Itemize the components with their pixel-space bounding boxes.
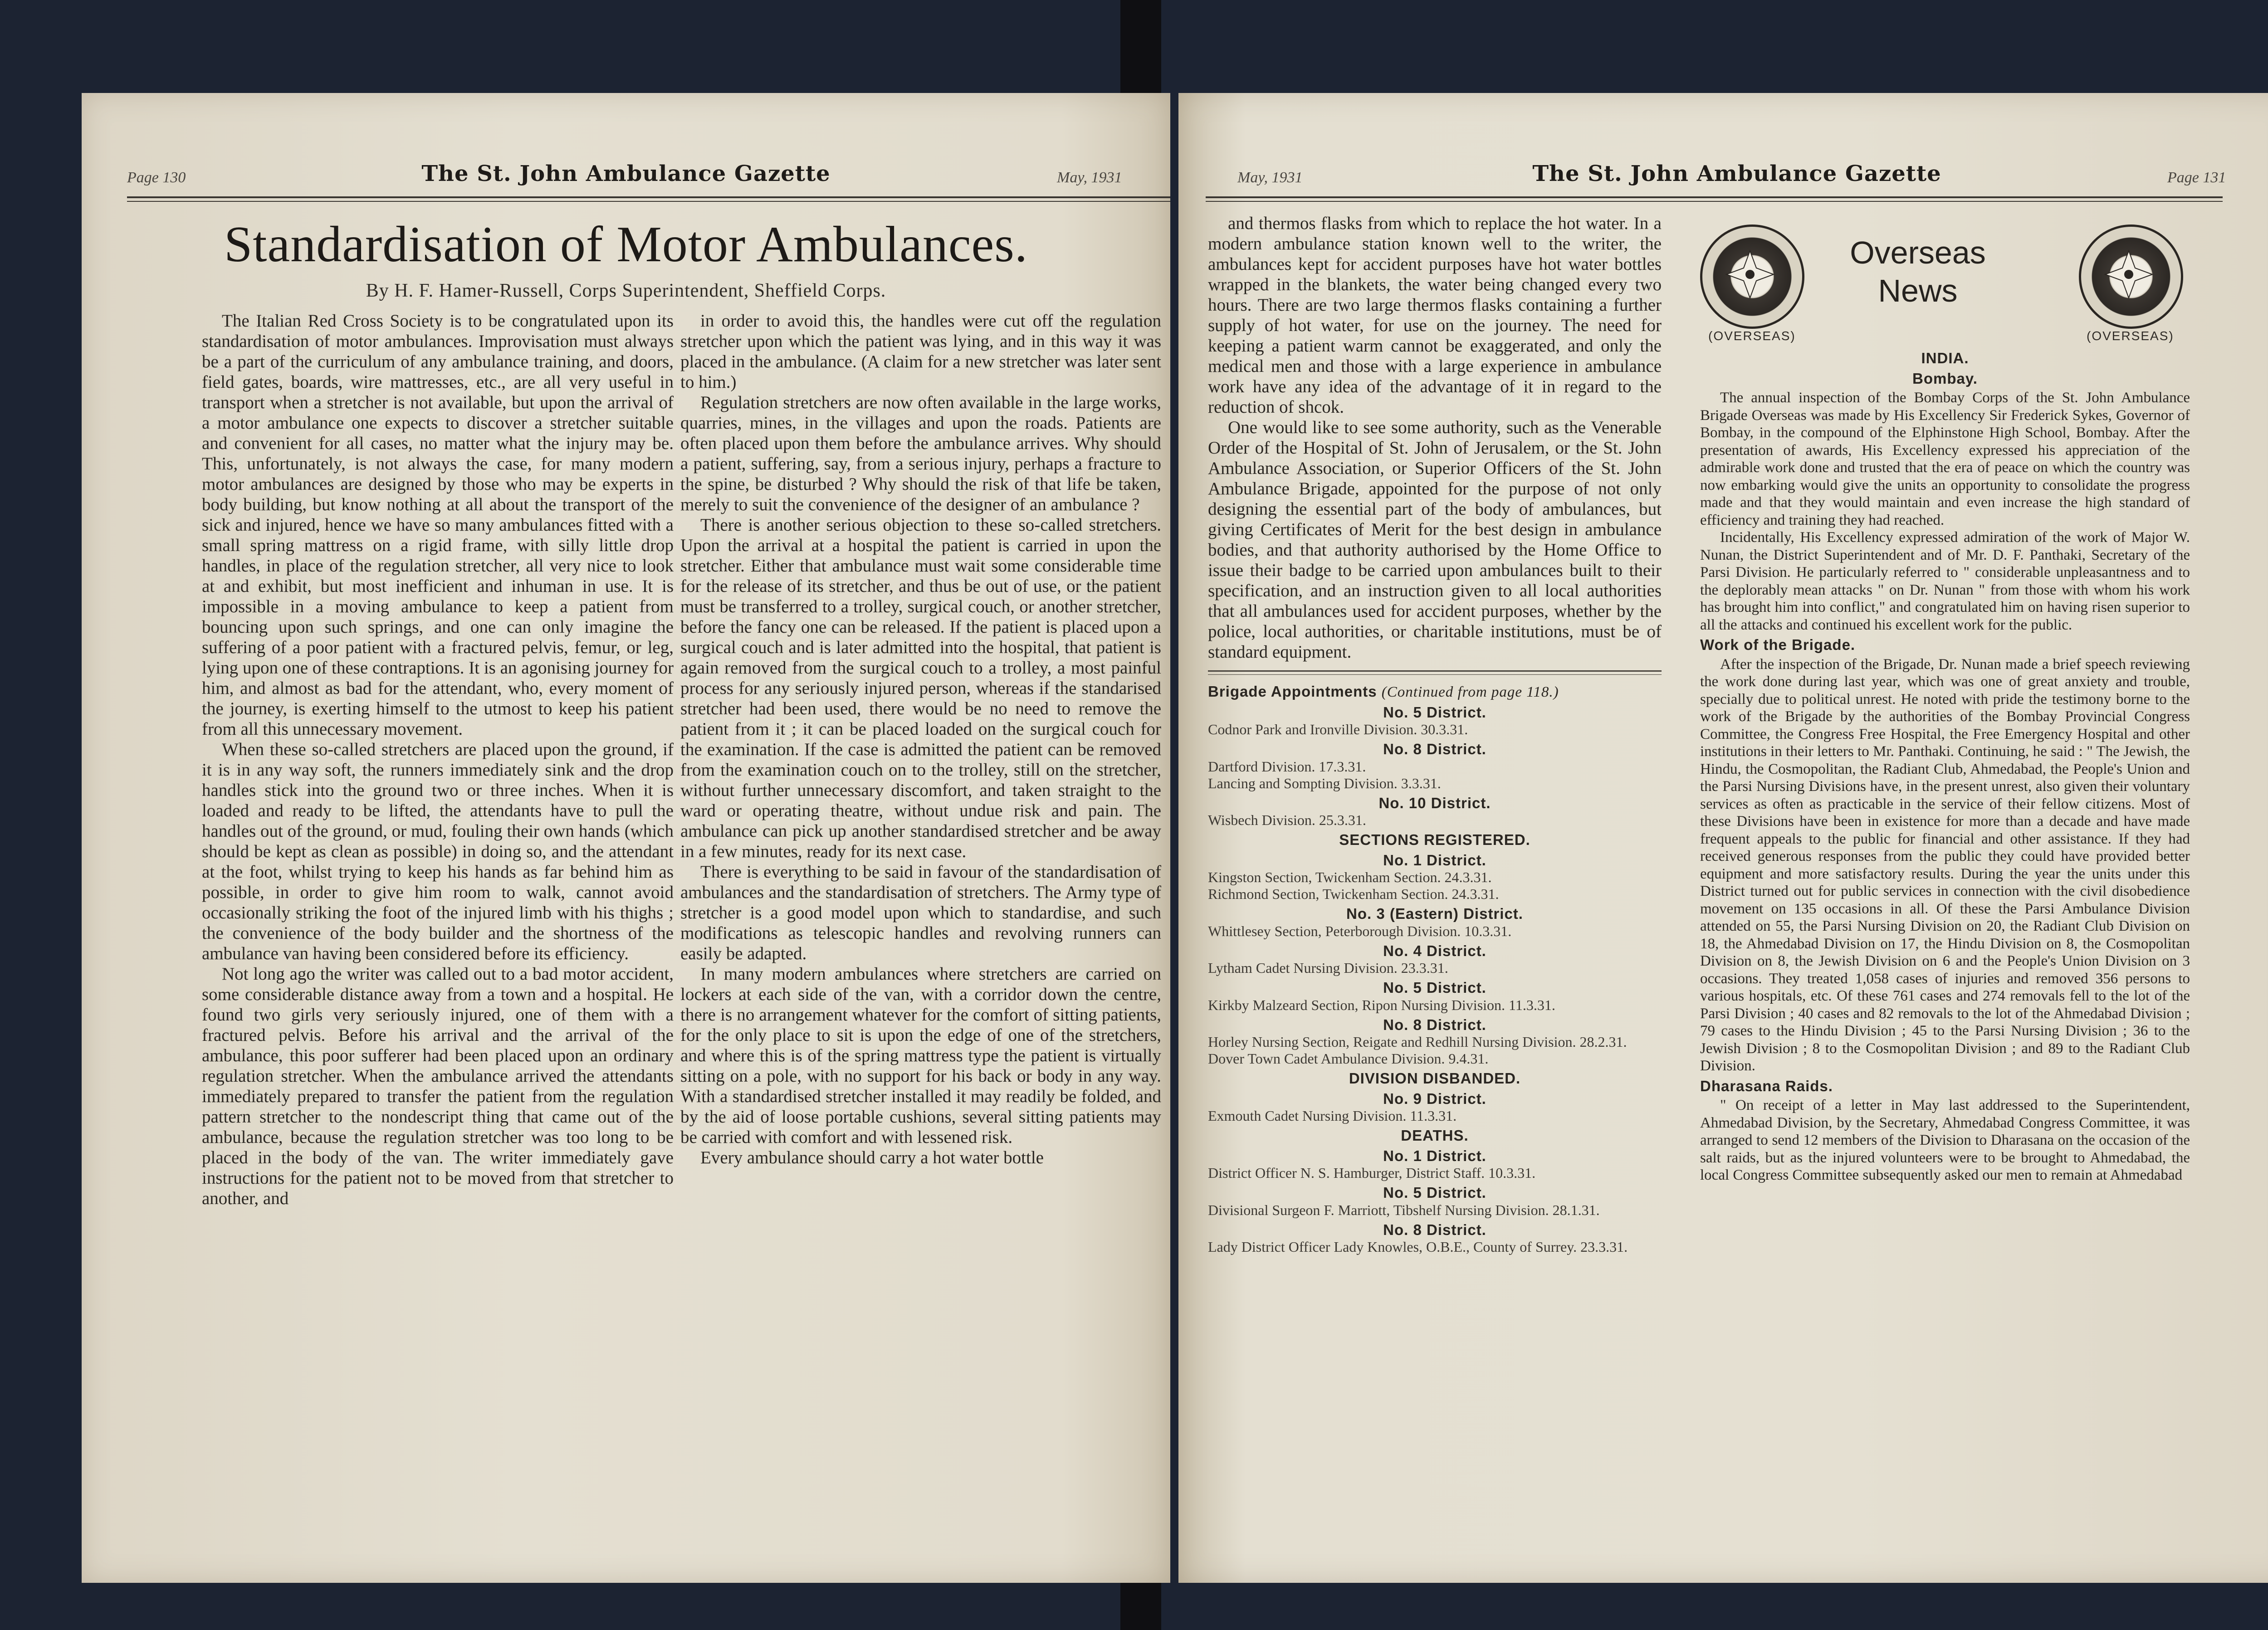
country-heading: INDIA.	[1921, 350, 1969, 366]
appointment-entry: Dartford Division. 17.3.31.	[1208, 758, 1366, 775]
overseas-news-title: Overseas News	[1850, 235, 1986, 308]
appointment-entry: Wisbech Division. 25.3.31.	[1208, 812, 1366, 828]
right-running-head	[1178, 161, 2268, 197]
appointment-group-heading: No. 8 District.	[1383, 741, 1486, 757]
left-running-head	[82, 161, 1170, 197]
article-column-1	[202, 311, 674, 1209]
work-of-brigade-heading: Work of the Brigade.	[1700, 636, 1856, 653]
paragraph: Incidentally, His Excellency expressed admiration of the work of Major W. Nunan, the District Superintendent and of Mr. D. F. Panthaki, Secretary of the Parsi Division. He particularly referred to " considerable unpleasantness and to the deplorably mean attacks " on Dr. Nunan " from those with whom his work has brought him into conflict," and congratulated him on having risen superior to all the attacks and continued his excellent work for the public.	[1700, 529, 2190, 633]
appointments-heading: Brigade Appointments (Continued from page 118.)	[1208, 683, 1559, 700]
appointment-entry: Whittlesey Section, Peterborough Division. 10.3.31.	[1208, 922, 1512, 939]
appointment-group-heading: No. 9 District.	[1383, 1090, 1486, 1107]
city-heading: Bombay.	[1912, 370, 1978, 387]
appointment-entry: Kirkby Malzeard Section, Ripon Nursing Division. 11.3.31.	[1208, 996, 1555, 1013]
appointment-group-heading: No. 4 District.	[1383, 942, 1486, 959]
paragraph: There is everything to be said in favour of the standardisation of ambulances and the standardisation of stretchers. The Army type of stretcher is a good model upon which to standardise, and such modifications as telescopic handles and revolving runners can easily be adapted.	[680, 862, 1161, 963]
page-number: Page 130	[127, 169, 186, 186]
issue-date: May, 1931	[1057, 169, 1122, 186]
dharasana-heading: Dharasana Raids.	[1700, 1077, 1833, 1094]
appointment-group-heading: DIVISION DISBANDED.	[1349, 1070, 1521, 1087]
appointments-block	[1208, 683, 1662, 1255]
paragraph: and thermos flasks from which to replace the hot water. In a modern ambulance station known well to the writer, the ambulances kept for accident purposes have hot water bottles wrapped in the blankets, the water being changed every two hours. There are two large thermos flasks containing a further supply of hot water, for use on the journey. The need for keeping a patient warm cannot be exaggerated, and only the medical men and those with a large experience in ambulance work have any idea of the advantage of it in regard to the reduction of shcok.	[1208, 214, 1662, 417]
appointment-entry: Dover Town Cadet Ambulance Division. 9.4.31.	[1208, 1050, 1489, 1067]
appointment-group-heading: DEATHS.	[1401, 1127, 1469, 1144]
article-column-3	[1208, 213, 1662, 1255]
appointment-entry: District Officer N. S. Hamburger, District Staff. 10.3.31.	[1208, 1165, 1536, 1181]
paragraph: When these so-called stretchers are placed upon the ground, if it is in any way soft, the runners immediately sink and the drop handles stick into the ground two or three inches. When it is loaded and ready to be lifted, the attendants have to pull the handles out of the ground, or mud, fouling their own hands (which should be kept as clean as possible) in doing so, and the attendant at the foot, whilst trying to keep his hands as far behind him as possible, in order to give him room to walk, cannot avoid occasionally striking the foot of the injured limb with his thighs ; the convenience of the body builder and the shortness of the ambulance van having been considered before its efficiency.	[202, 740, 674, 963]
paragraph: Every ambulance should carry a hot water bottle	[700, 1148, 1044, 1167]
badge-caption-left: (OVERSEAS)	[1708, 329, 1796, 343]
paragraph: In many modern ambulances where stretchers are carried on lockers at each side of the van, with a corridor down the centre, there is no arrangement whatever for the comfort of sitting patients, for the only place to sit is upon the edge of one of the stretchers, and where this is of the spring mattress type the patient is virtually sitting on a pole, with no support for his back or body in any way. With a standardised stretcher installed it may readily be folded, and by the aid of loose portable cushions, several sitting patients may be carried with comfort and with lessened risk.	[680, 964, 1161, 1147]
appointment-group-heading: No. 5 District.	[1383, 1184, 1486, 1201]
appointment-entry: Codnor Park and Ironville Division. 30.3.31.	[1208, 721, 1468, 737]
appointment-group-heading: No. 3 (Eastern) District.	[1346, 905, 1523, 922]
appointment-group-heading: SECTIONS REGISTERED.	[1339, 831, 1530, 848]
article-title: Standardisation of Motor Ambulances.	[224, 216, 1028, 273]
appointment-group-heading: No. 1 District.	[1383, 1147, 1486, 1164]
paragraph: Not long ago the writer was called out to a bad motor accident, some considerable distance away from a town and a hospital. He found two girls very seriously injured, one of them with a fractured pelvis. Before his arrival and the arrival of the ambulance, this poor sufferer had been placed upon an ordinary regulation stretcher. When the ambulance arrived the attendants immediately prepared to transfer the patient from the regulation pattern stretcher to the nondescript thing that came out of the ambulance, because the regulation stretcher was too long to be placed in the body of the van. The writer immediately gave instructions for the patient not to be moved from that stretcher to another, and	[202, 964, 674, 1208]
paragraph: in order to avoid this, the handles were cut off the regulation stretcher upon which the patient was lying, and in this way it was placed in the ambulance. (A claim for a new stretcher was later sent to him.)	[680, 311, 1161, 392]
paragraph: There is another serious objection to these so-called stretchers. Upon the arrival at a hospital the patient is carried in upon the stretcher. Either that ambulance must wait some considerable time for the release of its stretcher, and thus be out of use, or the patient must be transferred to a trolley, surgical couch, or another stretcher, before the fancy one can be released. If the patient is placed upon a surgical couch and is later admitted into the hospital, that patient is again removed from the surgical couch to a trolley, a most painful process for any seriously injured person, whereas if the standarised stretcher had been used, there would be no need to remove the patient from it ; it can be placed loaded on the surgical couch for the examination. If the case is admitted the patient can be removed from the examination couch on to the trolley, still on the stretcher, without further unnecessary discomfort, and taken straight to the ward or operating theatre, without undue risk and pain. The ambulance can pick up another standardised stretcher and be away in a few minutes, ready for its next case.	[680, 515, 1161, 861]
appointment-entry: Richmond Section, Twickenham Section. 24.3.31.	[1208, 886, 1499, 902]
left-page	[82, 93, 1170, 1583]
paragraph: After the inspection of the Brigade, Dr. Nunan made a brief speech reviewing the work done during last year, which was one of great anxiety and trouble, specially due to political unrest. He noted with pride the testimony borne to the work of the Brigade by the authorities of the Bombay Provincial Congress Committee, the Congress Free Hospital, the Free Emergency Hospital and other institutions in their letters to Mr. Panthaki. Continuing, he said : " The Jewish, the Hindu, the Cosmopolitan, the Radiant Club, Ahmedabad, the People's Union and the Parsi Nursing Divisions have, in the present unrest, also given their voluntary services as often as practicable in the service of their fellow citizens. Most of these Divisions have been in existence for more than a decade and have made frequent appeals to the public for financial and other assistance. If they had received generous responses from the public they could have provided better equipment and more satisfactory results. During the year the units under this District turned out for public services in connection with the civil disobedience movement on 135 occasions in all. Of these the Parsi Ambulance Division attended on 55, the Parsi Nursing Division on 20, the Radiant Club Division on 18, the Ahmedabad Division on 17, the Hindu Division on 8, the Cosmopolitan Division on 8, the Jewish Division on 6 and the People's Union Division on 3 occasions. They treated 1,058 cases of injuries and removed 356 persons to various hospitals, etc. Of these 761 cases and 274 removals fell to the lot of the Parsi Division ; 40 cases and 82 removals to the lot of the Ahmedabad Division ; 79 cases to the Hindu Division ; 45 to the Parsi Nursing Division ; 36 to the Jewish Division ; 8 to the Cosmopolitan Division ; and 89 to the Radiant Club Division.	[1700, 656, 2190, 1074]
appointment-group-heading: No. 5 District.	[1383, 703, 1486, 721]
article-column-2	[680, 311, 1161, 1168]
appointment-group-heading: No. 5 District.	[1383, 979, 1486, 996]
appointment-group-heading: No. 8 District.	[1383, 1221, 1486, 1238]
appointment-group-heading: No. 1 District.	[1383, 851, 1486, 869]
right-page	[1178, 93, 2268, 1583]
paragraph: Regulation stretchers are now often available in the large works, quarries, mines, in the villages and upon the roads. Patients are often placed upon them before the ambulance arrives. Why should a patient, suffering, say, from a serious injury, perhaps a fracture to the spine, be disturbed ? Why should the risk of that life be taken, merely to suit the convenience of the designer of an ambulance ?	[680, 393, 1161, 514]
paragraph: One would like to see some authority, such as the Venerable Order of the Hospital of St. John of Jerusalem, or the St. John Ambulance Association, or Superior Officers of the St. John Ambulance Brigade, appointed for the purpose of not only designing the essential part of the body of ambulances, but giving Certificates of Merit for the best design in ambulance bodies, and that authority authorised by the Home Office to issue their badge to be carried upon ambulances built to their specification, and an instruction given to all local authorities that all ambulances used for accident purposes, whether by the police, local authorities, or charitable institutions, must be of standard equipment.	[1208, 418, 1662, 662]
appointment-entry: Lady District Officer Lady Knowles, O.B.E., County of Surrey. 23.3.31.	[1208, 1239, 1628, 1255]
st-john-badge-left-icon	[1700, 224, 1804, 329]
article-byline: By H. F. Hamer-Russell, Corps Superintendent, Sheffield Corps.	[366, 280, 886, 301]
appointment-entry: Lancing and Sompting Division. 3.3.31.	[1208, 775, 1441, 791]
appointment-entry: Kingston Section, Twickenham Section. 24.3.31.	[1208, 869, 1492, 885]
masthead-right: The St. John Ambulance Gazette	[1532, 161, 1941, 186]
st-john-badge-right-icon	[2079, 224, 2183, 329]
masthead: The St. John Ambulance Gazette	[421, 161, 831, 186]
issue-date-right: May, 1931	[1237, 169, 1303, 186]
appointment-group-heading: No. 10 District.	[1378, 794, 1491, 811]
appointment-entry: Lytham Cadet Nursing Division. 23.3.31.	[1208, 960, 1448, 976]
appointment-entry: Exmouth Cadet Nursing Division. 11.3.31.	[1208, 1108, 1457, 1124]
paragraph: The annual inspection of the Bombay Corps of the St. John Ambulance Brigade Overseas was made by His Excellency Sir Frederick Sykes, Governor of Bombay, in the compound of the Elphinstone High School, Bombay. After the presentation of awards, His Excellency expressed his appreciation of the admirable work done and trusted that the era of peace on which the country was now embarking would give the units an opportunity to consolidate the progress made and that they would maintain and even increase the high standard of efficiency and training they had reached.	[1700, 390, 2190, 528]
badge-caption-right: (OVERSEAS)	[2087, 329, 2174, 343]
paragraph: The Italian Red Cross Society is to be congratulated upon its standardisation of motor ambulances. Improvisation must always be a part of the curriculum of any ambulance training, and doors, field gates, boards, wire mattresses, etc., are all very useful in transport when a stretcher is not available, but upon the arrival of a motor ambulance one expects to discover a stretcher suitable and convenient for all cases, no matter what the injury may be. This, unfortunately, is not always the case, for many modern motor ambulances are designed by those who may be experts in body building, but know nothing at all about the transport of the sick and injured, hence we have so many ambulances fitted with a small spring mattress on a rigid frame, with silly little drop handles, in place of the regulation stretcher, all very nice to look at and exhibit, but most inefficient and inhuman in use. It is impossible in a moving ambulance to keep a patient from bouncing upon such springs, and one can only imagine the suffering of a poor patient with a fractured pelvis, femur, or leg, lying upon one of these contraptions. It is an agonising journey for him, and almost as bad for the attendant, who, every moment of the journey, is exerting himself to the utmost to keep his patient from all this unnecessary movement.	[202, 311, 674, 739]
paragraph: " On receipt of a letter in May last addressed to the Superintendent, Ahmedabad Division, by the Secretary, Ahmedabad Congress Committee, it was arranged to send 12 members of the Division to Dharasana on the occasion of the salt raids, but as the injured volunteers were to be brought to Ahmedabad, the local Congress Committee subsequently asked our men to remain at Ahmedabad	[1700, 1097, 2190, 1183]
page-number-right: Page 131	[2167, 169, 2226, 186]
appointment-entry: Horley Nursing Section, Reigate and Redhill Nursing Division. 28.2.31.	[1208, 1034, 1627, 1050]
overseas-news-column	[1700, 347, 2190, 1184]
appointment-group-heading: No. 8 District.	[1383, 1016, 1486, 1033]
appointment-entry: Divisional Surgeon F. Marriott, Tibshelf Nursing Division. 28.1.31.	[1208, 1201, 1600, 1218]
